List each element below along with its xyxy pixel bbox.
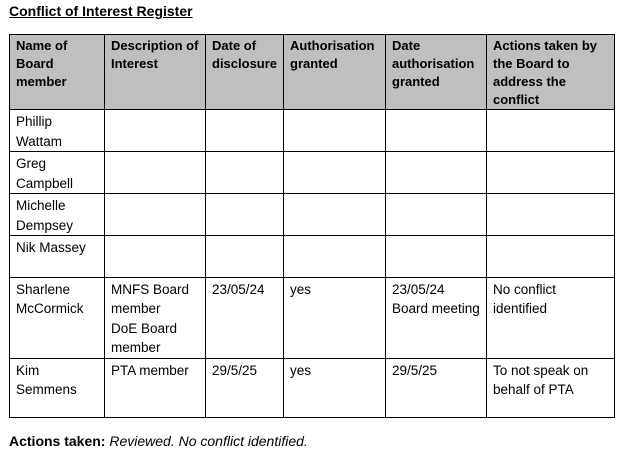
cell-actions	[487, 152, 615, 194]
cell-date-of-disclosure: 29/5/25	[206, 358, 284, 417]
cell-description	[105, 358, 206, 417]
table-header-row	[10, 35, 615, 110]
description-line: DoE Board member	[111, 320, 178, 355]
conflict-register-table	[9, 34, 615, 418]
actions-summary-label: Actions taken:	[9, 433, 106, 449]
cell-authorisation-granted	[284, 110, 386, 152]
actions-summary-value: Reviewed. No conflict identified.	[109, 433, 308, 449]
cell-actions	[487, 194, 615, 236]
cell-name: Kim Semmens	[10, 358, 105, 417]
cell-date-authorisation-granted: 23/05/24 Board meeting	[386, 277, 487, 358]
cell-authorisation-granted	[284, 236, 386, 278]
header-description: Description of Interest	[105, 35, 206, 110]
table-row	[10, 110, 615, 152]
page-title: Conflict of Interest Register	[9, 3, 193, 19]
cell-date-of-disclosure	[206, 152, 284, 194]
description-line: MNFS Board member	[111, 281, 190, 316]
table-row	[10, 152, 615, 194]
cell-date-authorisation-granted	[386, 236, 487, 278]
cell-description	[105, 152, 206, 194]
header-date-authorisation-granted: Date authorisation granted	[386, 35, 487, 110]
cell-date-of-disclosure	[206, 236, 284, 278]
header-date-of-disclosure: Date of disclosure	[206, 35, 284, 110]
cell-date-authorisation-granted	[386, 152, 487, 194]
cell-name: Michelle Dempsey	[10, 194, 105, 236]
header-authorisation-granted: Authorisation granted	[284, 35, 386, 110]
cell-actions: To not speak on behalf of PTA	[487, 358, 615, 417]
cell-date-authorisation-granted	[386, 110, 487, 152]
cell-actions: No conflict identified	[487, 277, 615, 358]
table-row	[10, 236, 615, 278]
cell-actions	[487, 236, 615, 278]
table-row	[10, 194, 615, 236]
actions-summary	[9, 432, 308, 450]
cell-name: Nik Massey	[10, 236, 105, 278]
cell-description	[105, 194, 206, 236]
cell-name: Sharlene McCormick	[10, 277, 105, 358]
cell-description	[105, 277, 206, 358]
cell-date-authorisation-granted: 29/5/25	[386, 358, 487, 417]
cell-date-of-disclosure	[206, 110, 284, 152]
header-actions: Actions taken by the Board to address the conflict	[487, 35, 615, 110]
cell-description	[105, 110, 206, 152]
cell-authorisation-granted	[284, 194, 386, 236]
cell-date-authorisation-granted	[386, 194, 487, 236]
cell-authorisation-granted: yes	[284, 358, 386, 417]
table-row	[10, 277, 615, 358]
description-line: PTA member	[111, 362, 189, 378]
cell-description	[105, 236, 206, 278]
cell-actions	[487, 110, 615, 152]
header-name: Name of Board member	[10, 35, 105, 110]
cell-name: Greg Campbell	[10, 152, 105, 194]
table-row	[10, 358, 615, 417]
cell-authorisation-granted	[284, 152, 386, 194]
cell-name: Phillip Wattam	[10, 110, 105, 152]
cell-date-of-disclosure	[206, 194, 284, 236]
cell-date-of-disclosure: 23/05/24	[206, 277, 284, 358]
cell-authorisation-granted: yes	[284, 277, 386, 358]
